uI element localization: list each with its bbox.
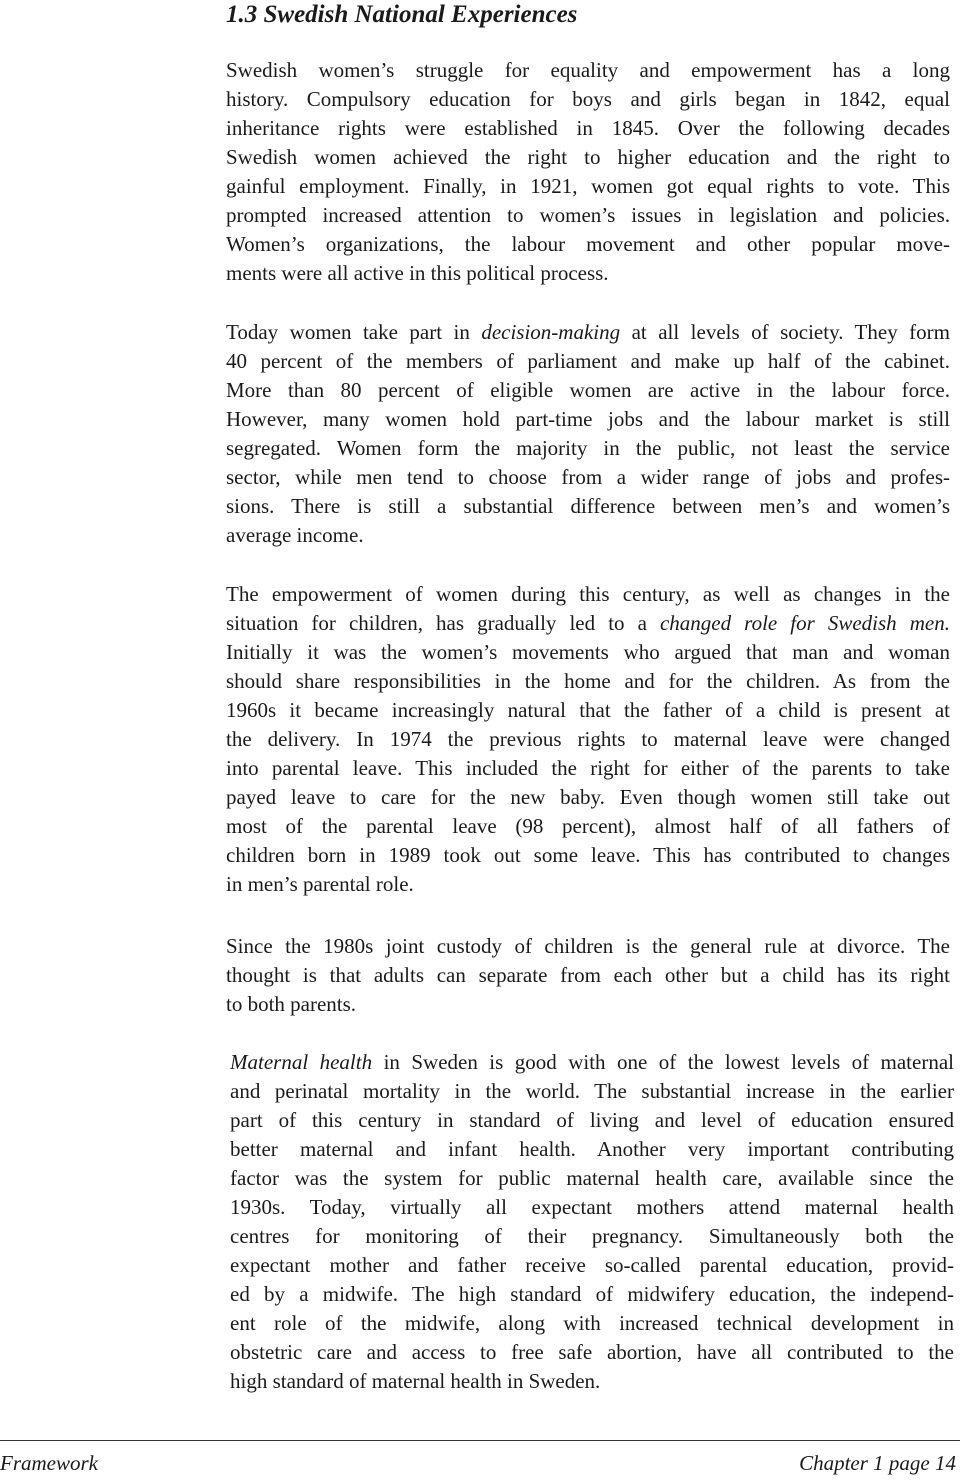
text-line: More than 80 percent of eligible women are active in the labour force. [226, 378, 950, 402]
text-line: average income. [226, 523, 364, 547]
text-line: centres for monitoring of their pregnancy. Simultaneously both the [230, 1224, 954, 1248]
text-line: ent role of the midwife, along with increased technical development in [230, 1311, 954, 1335]
footer-page-number: Chapter 1 page 14 [799, 1451, 956, 1475]
paragraph-maternal-health [230, 1048, 954, 1396]
text-line: should share responsibilities in the home and for the children. As from the [226, 669, 950, 693]
italic-term-maternal-health: Maternal health [230, 1050, 373, 1074]
italic-term-decision-making: decision-making [481, 320, 621, 344]
text-line: prompted increased attention to women’s issues in legislation and policies. [226, 203, 950, 227]
text-segment: at all levels of society. They form [620, 320, 950, 344]
footer-left-label: Framework [0, 1451, 98, 1475]
text-line: better maternal and infant health. Another very important contributing [230, 1137, 954, 1161]
text-line: Since the 1980s joint custody of children is the general rule at divorce. The [226, 934, 950, 958]
text-line: Swedish women’s struggle for equality and empowerment has a long [226, 58, 950, 82]
text-line: and perinatal mortality in the world. The substantial increase in the earlier [230, 1079, 954, 1103]
text-line: obstetric care and access to free safe abortion, have all contributed to the [230, 1340, 954, 1364]
text-line [226, 318, 950, 347]
text-line: to both parents. [226, 992, 357, 1016]
text-line: Women’s organizations, the labour movement and other popular move- [226, 232, 950, 256]
text-line: segregated. Women form the majority in the public, not least the service [226, 436, 950, 460]
text-segment: situation for children, has gradually led to a [226, 611, 660, 635]
text-line: ed by a midwife. The high standard of midwifery education, the independ- [230, 1282, 954, 1306]
text-line: The empowerment of women during this century, as well as changes in the [226, 582, 950, 606]
text-segment: Today women take part in [226, 320, 482, 344]
text-line: expectant mother and father receive so-called parental education, provid- [230, 1253, 954, 1277]
footer-divider [0, 1440, 960, 1441]
text-line: sector, while men tend to choose from a wider range of jobs and profes- [226, 465, 950, 489]
text-line: 40 percent of the members of parliament and make up half of the cabinet. [226, 349, 950, 373]
text-line: Swedish women achieved the right to higher education and the right to [226, 145, 950, 169]
text-line: high standard of maternal health in Sweden. [230, 1369, 601, 1393]
text-line: 1960s it became increasingly natural that the father of a child is present at [226, 698, 950, 722]
paragraph-joint-custody [226, 932, 950, 1019]
text-line: gainful employment. Finally, in 1921, women got equal rights to vote. This [226, 174, 950, 198]
text-line: payed leave to care for the new baby. Even though women still take out [226, 785, 950, 809]
text-line: inheritance rights were established in 1845. Over the following decades [226, 116, 950, 140]
text-segment: in Sweden is good with one of the lowest levels of maternal [372, 1050, 954, 1074]
text-line [230, 1048, 954, 1077]
paragraph-changed-role [226, 580, 950, 899]
text-line: most of the parental leave (98 percent), almost half of all fathers of [226, 814, 950, 838]
text-line: in men’s parental role. [226, 872, 414, 896]
text-line [226, 609, 950, 638]
text-line: children born in 1989 took out some leave. This has contributed to changes [226, 843, 950, 867]
text-line: factor was the system for public maternal health care, available since the [230, 1166, 954, 1190]
text-line: sions. There is still a substantial difference between men’s and women’s [226, 494, 950, 518]
italic-term-changed-role: changed role for Swedish men. [659, 611, 950, 635]
paragraph-decision-making [226, 318, 950, 550]
section-title: 1.3 Swedish National Experiences [226, 1, 578, 28]
text-line: thought is that adults can separate from each other but a child has its right [226, 963, 950, 987]
paragraph-womens-struggle [226, 56, 950, 288]
text-line: part of this century in standard of living and level of education ensured [230, 1108, 954, 1132]
text-line: the delivery. In 1974 the previous rights to maternal leave were changed [226, 727, 950, 751]
text-line: However, many women hold part-time jobs and the labour market is still [226, 407, 950, 431]
text-line: into parental leave. This included the right for either of the parents to take [226, 756, 950, 780]
text-line: 1930s. Today, virtually all expectant mothers attend maternal health [230, 1195, 954, 1219]
text-line: history. Compulsory education for boys and girls began in 1842, equal [226, 87, 950, 111]
text-line: Initially it was the women’s movements who argued that man and woman [226, 640, 950, 664]
text-line: ments were all active in this political process. [226, 261, 609, 285]
